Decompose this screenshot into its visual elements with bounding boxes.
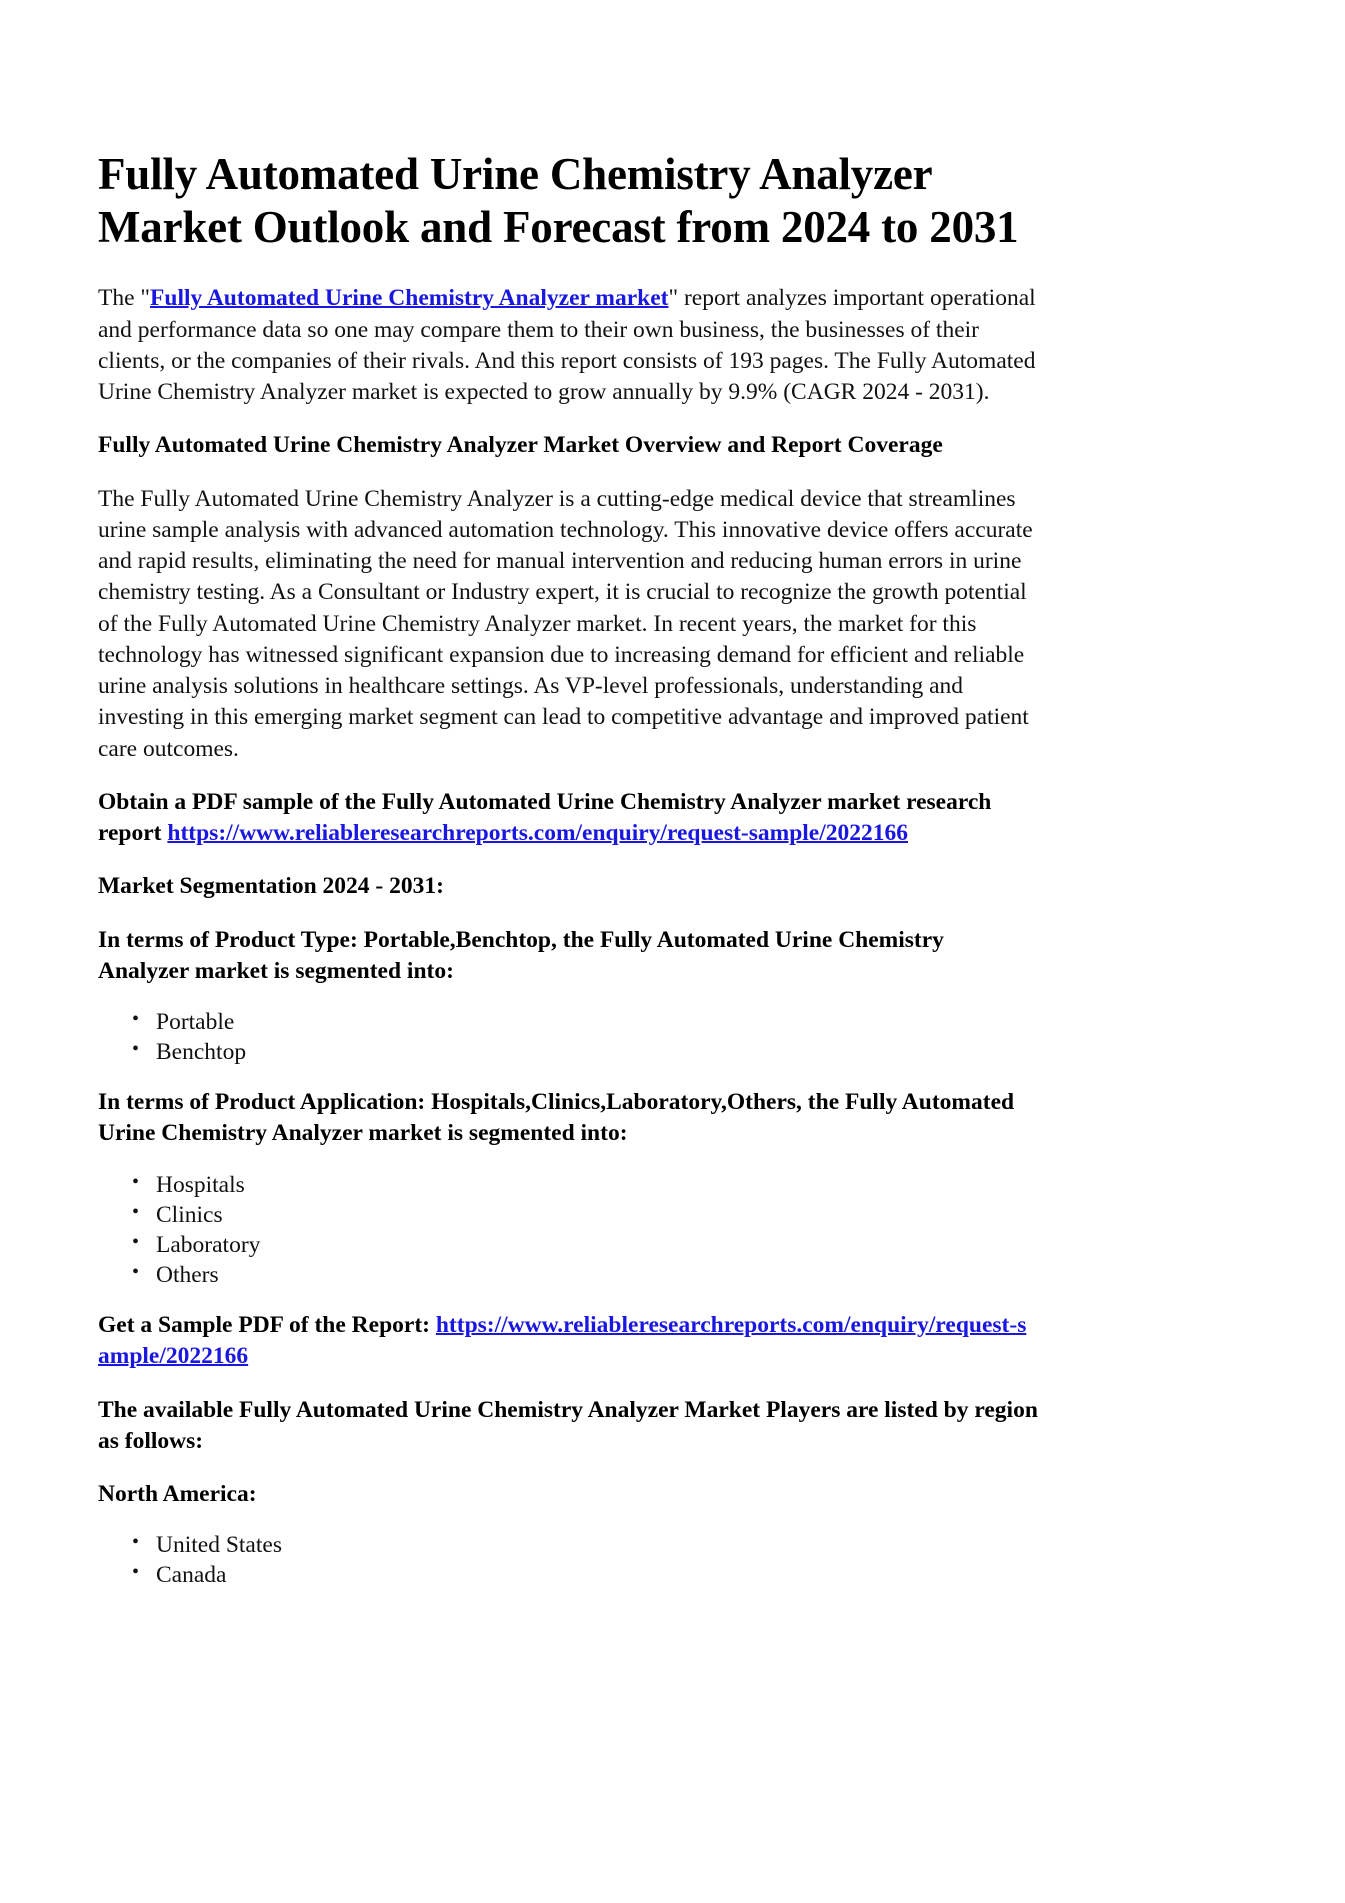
product-type-list — [98, 1009, 1038, 1065]
document-content — [98, 148, 1038, 1588]
pdf-sample-link[interactable]: https://www.reliableresearchreports.com/enquiry/request-sample/2022166 — [167, 820, 909, 847]
sample-pdf-cta-paragraph — [98, 1310, 1038, 1373]
product-type-lead: In terms of Product Type: Portable,Benchtop, the Fully Automated Urine Chemistry Analyzer market is segmented into: — [98, 926, 944, 984]
list-item: • United States — [156, 1532, 1038, 1558]
intro-paragraph — [98, 283, 1038, 408]
sample-pdf-cta-link[interactable]: https://www.reliableresearchreports.com/enquiry/request-sample/2022166 — [98, 1312, 1027, 1370]
list-item: • Others — [156, 1262, 1038, 1288]
region-heading-north-america: North America: — [98, 1481, 257, 1507]
list-item: • Benchtop — [156, 1039, 1038, 1065]
overview-heading: Fully Automated Urine Chemistry Analyzer Market Overview and Report Coverage — [98, 432, 943, 459]
product-application-lead: In terms of Product Application: Hospitals,Clinics,Laboratory,Others, the Fully Automated Urine Chemistry Analyzer market is segmented into: — [98, 1089, 1015, 1147]
pdf-sample-paragraph — [98, 787, 1038, 850]
list-item: • Portable — [156, 1009, 1038, 1035]
market-report-link[interactable]: Fully Automated Urine Chemistry Analyzer market — [150, 285, 669, 312]
intro-text-after: " report analyzes important operational and performance data so one may compare them to their own business, the businesses of their clients, or the companies of their rivals. And this report consists of 193 pages. The Fully Automated Urine Chemistry Analyzer market is expected to grow annually by 9.9% (CAGR 2024 - 2031). — [98, 285, 1036, 406]
product-application-list — [98, 1172, 1038, 1288]
north-america-country-list — [98, 1532, 1038, 1588]
overview-paragraph: The Fully Automated Urine Chemistry Analyzer is a cutting-edge medical device that streamlines urine sample analysis with advanced automation technology. This innovative device offers accurate and rapid results, eliminating the need for manual intervention and reducing human errors in urine chemistry testing. As a Consultant or Industry expert, it is crucial to recognize the growth potential of the Fully Automated Urine Chemistry Analyzer market. In recent years, the market for this technology has witnessed significant expansion due to increasing demand for efficient and reliable urine analysis solutions in healthcare settings. As VP-level professionals, understanding and investing in this emerging market segment can lead to competitive advantage and improved patient care outcomes. — [98, 485, 1033, 762]
list-item: • Hospitals — [156, 1172, 1038, 1198]
list-item: • Canada — [156, 1562, 1038, 1588]
list-item: • Laboratory — [156, 1232, 1038, 1258]
list-item: • Clinics — [156, 1202, 1038, 1228]
segmentation-heading: Market Segmentation 2024 - 2031: — [98, 873, 444, 900]
players-intro: The available Fully Automated Urine Chemistry Analyzer Market Players are listed by region as follows: — [98, 1396, 1038, 1454]
sample-pdf-cta-label: Get a Sample PDF of the Report: — [98, 1312, 436, 1338]
pdf-sample-label: Obtain a PDF sample of the Fully Automated Urine Chemistry Analyzer market research report — [98, 788, 992, 847]
page-title: Fully Automated Urine Chemistry Analyzer Market Outlook and Forecast from 2024 to 2031 — [98, 149, 1019, 252]
intro-text-before: The " — [98, 285, 151, 312]
